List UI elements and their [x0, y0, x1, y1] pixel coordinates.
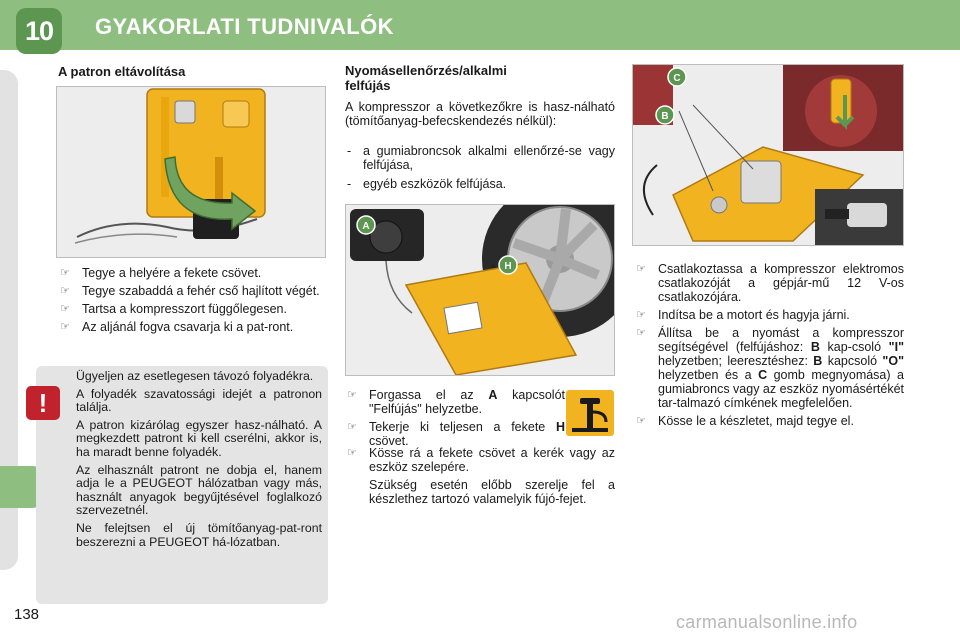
pressure-check-uses: [345, 144, 615, 196]
warning-paragraph: Ne felejtsen el új tömítőanyag-pat-ront beszerezni a PEUGEOT há-lózatban.: [76, 520, 322, 549]
pointing-hand-icon: ☞: [347, 421, 357, 433]
compressor-wheel-illustration: [345, 204, 615, 376]
pointing-hand-icon: ☞: [347, 447, 357, 459]
pointing-hand-icon: ☞: [60, 267, 70, 279]
compressor-wheel-drawing: [346, 205, 615, 376]
list-item: ☞ Forgassa el az A kapcsolót "Felfújás" helyzetbe.: [347, 388, 565, 416]
inflation-steps-continued: [345, 446, 615, 510]
pointing-hand-icon: ☞: [60, 285, 70, 297]
warning-text: [76, 370, 322, 553]
list-item: ☞ Indítsa be a motort és hagyja járni.: [636, 308, 850, 322]
list-item: ☞ Tegye a helyére a fekete csövet.: [60, 266, 262, 280]
callout-label-b: B: [661, 111, 669, 122]
inflation-steps: [345, 388, 565, 452]
list-item: ☞ Kösse rá a fekete csövet a kerék vagy az eszköz szelepére.: [347, 446, 615, 474]
warning-paragraph: A folyadék szavatossági idejét a patronon találja.: [76, 386, 322, 415]
callout-label-h: H: [504, 261, 512, 272]
page-title: GYAKORLATI TUDNIVALÓK: [95, 14, 394, 39]
pressure-check-intro: A kompresszor a következőkre is hasz-nálható (tömítőanyag-befecskendezés nélkül):: [345, 100, 615, 128]
watermark: carmanualsonline.info: [676, 612, 858, 632]
list-item: ☞ Az aljánál fogva csavarja ki a pat-ront.: [60, 320, 294, 334]
warning-paragraph: Az elhasznált patront ne dobja el, hanem adja le a PEUGEOT hálózatban vagy más, használt anyagok begyűjtésével foglalkozó szervezetnél.: [76, 462, 322, 518]
list-item: ☞ Tartsa a kompresszort függőlegesen.: [60, 302, 287, 316]
list-item: Szükség esetén előbb szerelje fel a készlethez tartozó valamelyik fújó-fejet.: [369, 478, 615, 506]
compressor-controls-illustration: [632, 64, 904, 246]
chapter-badge: [16, 8, 62, 54]
list-item: ☞ Állítsa be a nyomást a kompresszor segítségével (felfújáshoz: B kap-csoló "I" helyzetben; leeresztéshez: B kapcsoló "O" helyzetben és a C gomb megnyomása) a gumiabroncs vagy az eszköz nyomásértékét tar-talmazó címkének megfelelően.: [636, 326, 904, 410]
compressor-cartridge-drawing: [57, 87, 326, 258]
list-item: - a gumiabroncsok alkalmi ellenőrzé-se vagy felfújása,: [347, 144, 615, 172]
callout-label-a: A: [362, 221, 370, 232]
section-title-cartridge-removal: A patron eltávolítása: [58, 64, 186, 79]
section-title-pressure-check: Nyomásellenőrzés/alkalmi felfújás: [345, 63, 507, 93]
warning-paragraph: Ügyeljen az esetlegesen távozó folyadékra.: [76, 369, 314, 383]
tyre-pressure-gauge-icon: [566, 390, 614, 436]
connection-steps: [634, 262, 904, 432]
list-item: ☞ Kösse le a készletet, majd tegye el.: [636, 414, 854, 428]
cartridge-removal-steps: [58, 266, 328, 338]
page-number: 138: [14, 606, 40, 623]
cartridge-removal-illustration: [56, 86, 326, 258]
list-item: ☞ Csatlakoztassa a kompresszor elektromos csatlakozóját a gépjár-mű 12 V-os csatlakozójára.: [636, 262, 904, 304]
list-item: ☞ Tegye szabaddá a fehér cső hajlított végét.: [60, 284, 320, 298]
pointing-hand-icon: ☞: [636, 263, 646, 275]
chapter-number: 10: [24, 15, 54, 46]
pointing-hand-icon: ☞: [636, 309, 646, 321]
pointing-hand-icon: ☞: [60, 303, 70, 315]
warning-icon: !: [26, 386, 60, 420]
callout-label-c: C: [673, 73, 681, 84]
warning-paragraph: A patron kizárólag egyszer hasz-nálható. A megkezdett patront ki kell cserélni, akkor is, ha maradt benne folyadék.: [76, 417, 322, 459]
pointing-hand-icon: ☞: [60, 321, 70, 333]
warning-box: [36, 366, 328, 604]
pointing-hand-icon: ☞: [347, 389, 357, 401]
list-item: - egyéb eszközök felfújása.: [347, 177, 507, 191]
list-item: ☞ Tekerje ki teljesen a fekete H csövet.: [347, 420, 565, 448]
compressor-controls-drawing: [633, 65, 904, 246]
pointing-hand-icon: ☞: [636, 415, 646, 427]
pointing-hand-icon: ☞: [636, 327, 646, 339]
